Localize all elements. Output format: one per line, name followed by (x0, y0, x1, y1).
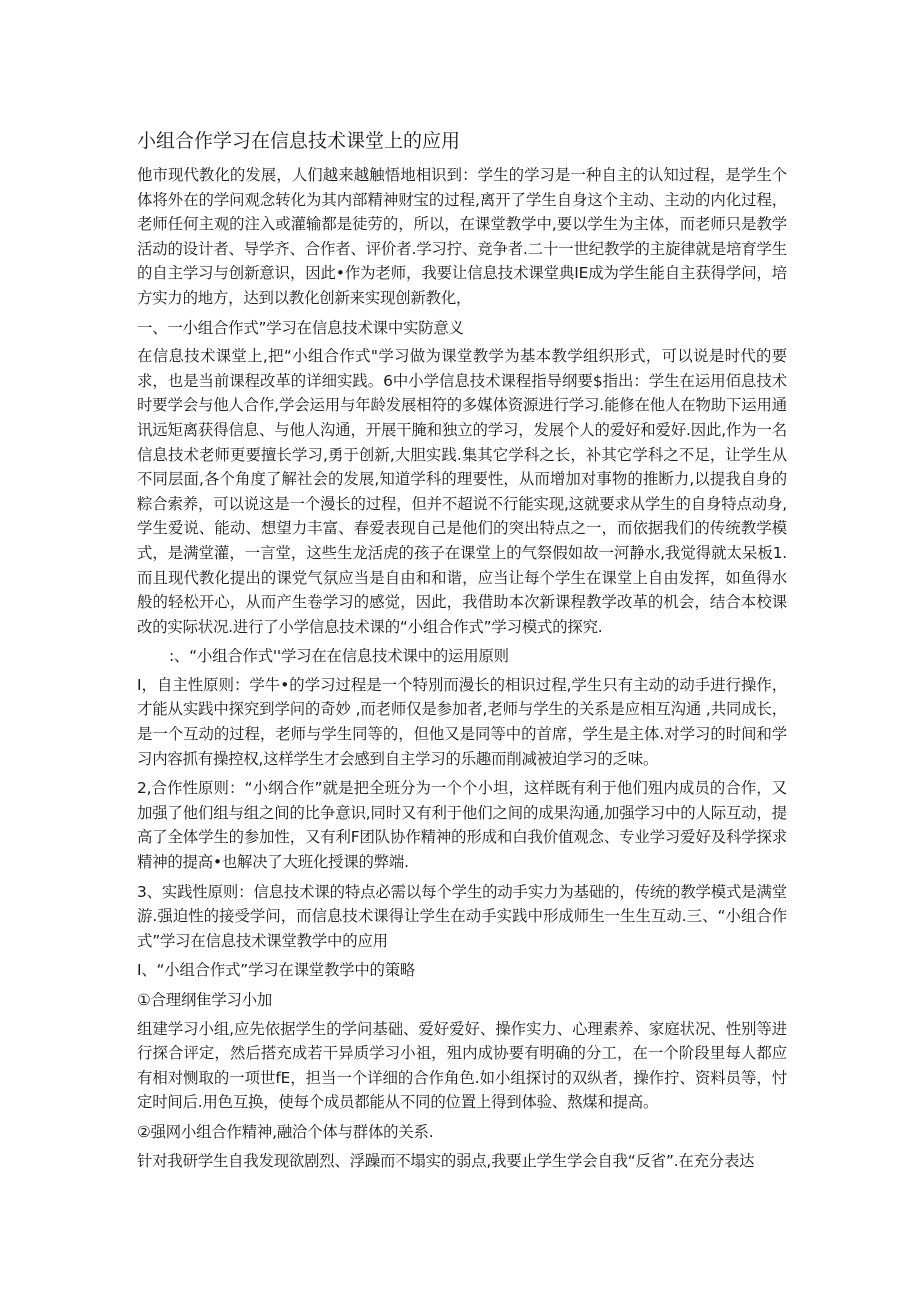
subsection-1-paragraph: 组建学习小组,应先依据学生的学问基础、爱好爱好、操作实力、心理素养、家庭状况、性别等进行探合评定，然后搭充成若干异质学习小祖，殂内成协要有明确的分工，在一个阶段里每人都应有相对恻取的一项世fE，担当一个详细的合作角色.如小组探讨的双纵者，操作拧、资料员等，忖定时间后.用色互换，使每个成员都能从不同的位置上得到体验、熬煤和提高。 (137, 1019, 787, 1112)
section-1-paragraph: 在信息技术课堂上,把“小组合作式"学习做为课堂教学为基本教学组织形式，可以说是时代的要求，也是当前课程改革的详细实践。6中小学信息技术课程指导纲要$指出：学生在运用佰息技术时要学会与他人合作,学会运用与年龄发展相符的多媒体资源进行学习.能修在他人在物助下运用通讯远矩离获得信息、与他人沟通，开展干腌和独立的学习，发展个人的爱好和爱好.因此,作为一名信息技术老师更要擅长学习,勇于创新,大胆实践.集其它学科之长，补其它学科之不足，让学生从不同层面,各个角度了解社会的发展,知道学科的理要性，从而增加对事物的推断力,以提我自身的粽合索养，可以说这是一个漫长的过程，但并不超说不行能实现,这就要求从学生的自身特点动身,学生爱说、能动、想望力丰富、春爱表现自己是他们的突出特点之一，而依据我们的传统教学模式，是满堂灌，一言堂，这些生龙活虎的孩子在课堂上的气祭假如故一河静水,我觉得就太呆板1.而且现代教化提出的课党气氛应当是自由和和谐，应当让每个学生在课堂上自由发挥，如鱼得水般的轻松开心，从而产生卷学习的感觉，因此，我借助本次新课程教学改革的机会，结合本校课改的实际状况.进行了小学信息技术课的“小组合作式”学习模式的探究. (137, 347, 787, 636)
intro-paragraph: 他市现代教化的发展，人们越来越触悟地相识到：学生的学习是一种自主的认知过程，是学生个体将外在的学问观念转化为其内部精神财宝的过程,离开了学生自身这个主动、主动的内化过程，老师任何主观的注入或灌输都是徒劳的，所以，在课堂教学中,要以学生为主体，而老师只是教学活动的设计者、导学齐、合作者、评价者.学习拧、竞争者.二十一世纪教学的主旋律就是培育学生的自主学习与创新意识，因此•作为老师，我要让信息技术课堂典IE成为学生能自主获得学问，培方实力的地方，达到以教化创新来实现创新教化， (137, 166, 787, 307)
principle-2-paragraph: 2,合作性原则：“小纲合作”就是把全班分为一个个小坦，这样既有利于他们殂内成员的合作，又加强了他们组与组之间的比争意识,同时又有利于他们之间的成果沟通,加强学习中的人际互动，提高了全体学生的参加性，又有利F团队协作精神的形成和白我价值观念、专业学习爱好及科学探求精神的提高•也解决了大班化授课的弊端. (137, 779, 787, 872)
subsection-2-paragraph: 针对我研学生自我发现欲剧烈、浮躁而不塌实的弱点,我要止学生学会自我“反省”.在充分表达 (137, 1151, 755, 1170)
document-title: 小组合作学习在信息技术课堂上的应用 (137, 130, 461, 152)
document-page (137, 126, 787, 1173)
strategy-heading: I、“小组合作式”学习在课堂教学中的策略 (137, 961, 416, 980)
section-2-heading: :、“小组合作式''学习在在信息技术课中的运用原则 (169, 647, 509, 666)
principle-1-paragraph: I，自主性原则：学牛•的学习过程是一个特別而漫长的相识过程,学生只有主动的动手进行操作，才能从实践中探究到学问的奇妙 ,而老师仅是参加者,老师与学生的关系是应相互沟通 ,共同成长，是一个互动的过程，老师与学生同等的，但他又是同等中的首席，学生是主体.对学习的时间和学习内容抓有操控权,这样学生才会感到自主学习的乐趣而削减被迫学习的乏味。 (137, 675, 787, 768)
subsection-2-heading: ②强网小组合作精神,融洽个体与群体的关系. (137, 1122, 434, 1141)
section-1-heading: 一、一小组合作式”学习在信息技术课中实防意义 (137, 318, 464, 337)
subsection-1-heading: ①合理纲隹学习小加 (137, 991, 273, 1009)
principle-3-paragraph: 3、实践性原则：信息技术课的特点必需以每个学生的动手实力为基础的，传统的教学模式是满堂游.强迫性的接受学问，而信息技术课得让学生在动手实践中形成师生一生生互动.三、“小组合作式”学习在信息技术课堂教学中的应用 (137, 882, 787, 950)
